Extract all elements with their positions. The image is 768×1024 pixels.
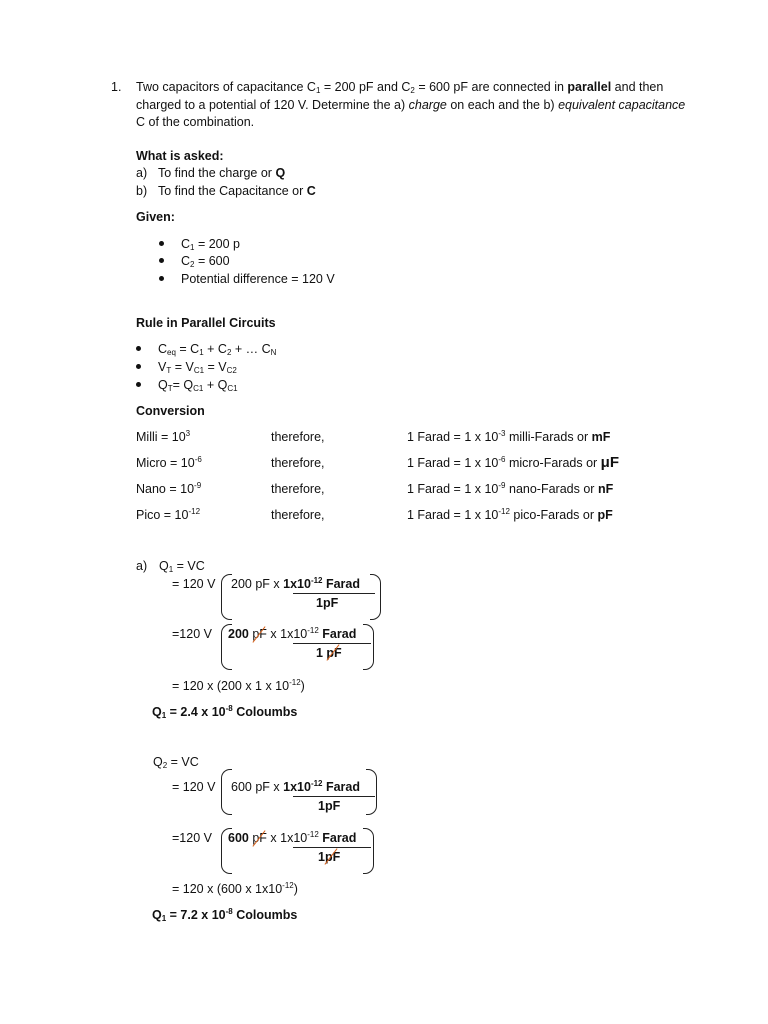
asked-a-label: a) [136,166,148,180]
problem-text: Two capacitors of capacitance $C_1 = 200$ pF and $C_2 = 600$ pF are connected in parallel and then charged to a potential of 120 V. Determine the a) charge on each and the b) equivalent capacitance C of the combination. [136,80,686,129]
asked-b-label: b) [136,184,148,198]
rule-charge: $Q_T= Q_{C1} + Q_{C1}$ [158,378,238,393]
rule-voltage: $V_T = V_{C1} = V_{C2}$ [158,360,237,375]
q2-step2-denominator: 1pF [318,850,341,864]
asked-b-text: To find the Capacitance or C [158,184,316,198]
given-c2: $C_2 = 600$ [181,254,230,269]
rule-capacitance: $C_{eq} = C_1 + C_2$ + … $C_N$ [158,342,277,357]
part-a-label: a) [136,559,148,573]
given-potential: Potential difference = 120 V [181,272,335,286]
bullet-icon [159,276,164,281]
asked-heading: What is asked: [136,149,224,163]
q1-step1-numerator: 200 pF x $1x10^{-12}$ Farad [231,576,361,591]
conversion-therefore: therefore, [271,456,325,470]
bullet-icon [136,382,141,387]
conversion-equation: 1 Farad = 1 x $10^{-6}$ micro-Farads or μF [407,454,620,471]
conversion-prefix: Pico = $10^{-12}$ [136,507,201,522]
conversion-prefix: Milli = $10^3$ [136,429,191,444]
fraction-line [293,796,375,797]
q2-step2-lead: =120 V [172,831,212,845]
q1-step1-lead: = 120 V [172,577,216,591]
q2-step2-numerator: 600 pF x $1x10^{-12}$ Farad [228,830,357,845]
q2-step1-denominator: 1pF [318,799,341,813]
fraction-line [293,847,371,848]
bullet-icon [159,241,164,246]
q1-step2-denominator: 1 pF [316,646,342,660]
q1-answer: $Q_1 = 2.4$ x $10^{-8}$ Coloumbs [152,704,298,720]
fraction-line [293,593,375,594]
conversion-equation: 1 Farad = 1 x $10^{-12}$ pico-Farads or pF [407,507,613,522]
bullet-icon [159,258,164,263]
right-paren [363,624,374,670]
asked-a-text: To find the charge or Q [158,166,286,180]
conversion-equation: 1 Farad = 1 x $10^{-9}$ nano-Farads or nF [407,481,614,496]
bullet-icon [136,346,141,351]
conversion-prefix: Micro = $10^{-6}$ [136,455,202,470]
problem-number: 1. [111,80,122,94]
conversion-prefix: Nano = $10^{-9}$ [136,481,202,496]
given-c1: $C_1 = 200$ p [181,237,241,252]
q1-step3: = 120 x (200 x 1 x $10^{-12}$) [172,678,305,693]
right-paren [363,828,374,874]
conversion-therefore: therefore, [271,430,325,444]
right-paren [366,769,377,815]
conversion-therefore: therefore, [271,482,325,496]
q1-step1-denominator: 1pF [316,596,339,610]
q2-step1-lead: = 120 V [172,780,216,794]
q1-formula: $Q_1$ = VC [159,559,205,574]
q2-formula: $Q_2$ = VC [153,755,199,770]
q2-answer: $Q_1 = 7.2$ x $10^{-8}$ Coloumbs [152,907,298,923]
rules-heading: Rule in Parallel Circuits [136,316,276,330]
given-heading: Given: [136,210,175,224]
q1-step2-lead: =120 V [172,627,212,641]
conversion-equation: 1 Farad = 1 x $10^{-3}$ milli-Farads or mF [407,429,611,444]
q1-step2-numerator: 200 pF x $1x10^{-12}$ Farad [228,626,357,641]
bullet-icon [136,364,141,369]
fraction-line [293,643,371,644]
right-paren [370,574,381,620]
conversion-heading: Conversion [136,404,205,418]
conversion-therefore: therefore, [271,508,325,522]
q2-step3: = 120 x (600 x $1x10^{-12}$) [172,881,298,896]
q2-step1-numerator: 600 pF x $1x10^{-12}$ Farad [231,779,361,794]
